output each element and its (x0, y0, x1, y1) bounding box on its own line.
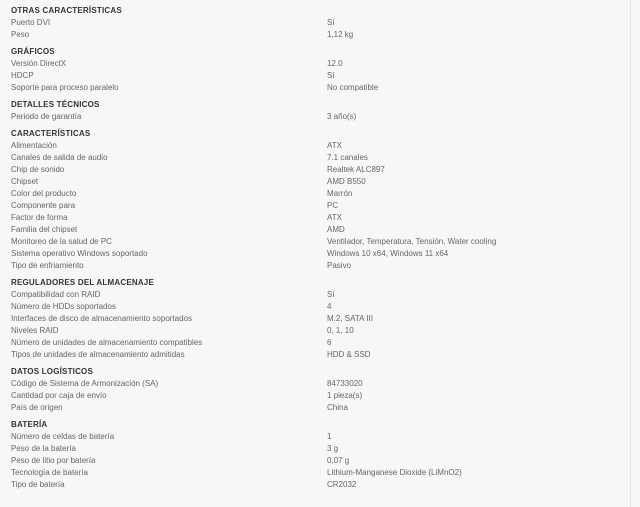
spec-label: Sistema operativo Windows soportado (11, 249, 148, 258)
spec-label: HDCP (11, 71, 34, 80)
section-title: CARACTERÍSTICAS (11, 129, 91, 138)
spec-value: PC (327, 201, 339, 210)
spec-section (0, 123, 630, 272)
spec-row (0, 289, 630, 301)
spec-row (0, 431, 630, 443)
spec-section (0, 361, 630, 414)
spec-section (0, 272, 630, 361)
spec-row (0, 58, 630, 70)
spec-row (0, 224, 630, 236)
spec-value: 6 (327, 338, 332, 347)
spec-label: Interfaces de disco de almacenamiento soportados (11, 314, 192, 323)
spec-row (0, 164, 630, 176)
spec-section (0, 414, 630, 491)
spec-value: 1 pieza(s) (327, 391, 363, 400)
spec-value: CR2032 (327, 480, 357, 489)
spec-label: Alimentación (11, 141, 57, 150)
spec-value: AMD B550 (327, 177, 366, 186)
spec-value: Pasivo (327, 261, 352, 270)
spec-row (0, 29, 630, 41)
spec-label: Soporte para proceso paralelo (11, 83, 119, 92)
spec-label: Tipo de batería (11, 480, 65, 489)
spec-label: Color del producto (11, 189, 77, 198)
section-title: DATOS LOGÍSTICOS (11, 367, 94, 376)
spec-row (0, 349, 630, 361)
divider (630, 0, 631, 507)
spec-value: AMD (327, 225, 345, 234)
spec-row (0, 212, 630, 224)
spec-value: Sí (327, 18, 335, 27)
spec-value: 3 año(s) (327, 112, 357, 121)
spec-value: Realtek ALC897 (327, 165, 385, 174)
spec-label: Periodo de garantía (11, 112, 82, 121)
spec-value: Sí (327, 71, 335, 80)
spec-value: 4 (327, 302, 332, 311)
spec-value: Sí (327, 290, 335, 299)
spec-row (0, 313, 630, 325)
section-title: DETALLES TÉCNICOS (11, 100, 100, 109)
spec-row (0, 111, 630, 123)
spec-row (0, 82, 630, 94)
spec-label: Monitoreo de la salud de PC (11, 237, 112, 246)
spec-label: Componente para (11, 201, 76, 210)
spec-value: China (327, 403, 348, 412)
spec-row (0, 70, 630, 82)
spec-row (0, 467, 630, 479)
spec-value: 12.0 (327, 59, 343, 68)
section-title: REGULADORES DEL ALMACENAJE (11, 278, 154, 287)
spec-label: Versión DirectX (11, 59, 67, 68)
spec-value: 0, 1, 10 (327, 326, 354, 335)
spec-label: Chipset (11, 177, 39, 186)
spec-section (0, 0, 630, 41)
spec-row (0, 378, 630, 390)
spec-row (0, 176, 630, 188)
spec-label: Peso (11, 30, 30, 39)
spec-label: Factor de forma (11, 213, 68, 222)
spec-row (0, 390, 630, 402)
spec-label: Peso de litio por batería (11, 456, 96, 465)
spec-section (0, 94, 630, 123)
section-title: GRÁFICOS (11, 47, 55, 56)
spec-label: Número de unidades de almacenamiento compatibles (11, 338, 203, 347)
spec-label: Peso de la batería (11, 444, 76, 453)
spec-row (0, 236, 630, 248)
spec-label: Canales de salida de audio (11, 153, 108, 162)
spec-row (0, 337, 630, 349)
spec-row (0, 479, 630, 491)
spec-label: Tecnología de batería (11, 468, 88, 477)
spec-row (0, 152, 630, 164)
spec-label: Niveles RAID (11, 326, 59, 335)
spec-value: M.2, SATA III (327, 314, 373, 323)
spec-row (0, 402, 630, 414)
spec-value: ATX (327, 213, 342, 222)
spec-row (0, 17, 630, 29)
spec-row (0, 455, 630, 467)
spec-value: 84733020 (327, 379, 363, 388)
spec-value: Lithium-Manganese Dioxide (LiMnO2) (327, 468, 462, 477)
spec-label: Chip de sonido (11, 165, 65, 174)
spec-value: Windows 10 x64, Windows 11 x64 (327, 249, 449, 258)
spec-value: No compatible (327, 83, 379, 92)
spec-label: Tipos de unidades de almacenamiento admitidas (11, 350, 185, 359)
spec-value: 1 (327, 432, 332, 441)
spec-value: Ventilador, Temperatura, Tensión, Water cooling (327, 237, 497, 246)
spec-row (0, 260, 630, 272)
spec-value: 3 g (327, 444, 339, 453)
spec-row (0, 200, 630, 212)
spec-value: 7.1 canales (327, 153, 368, 162)
spec-value: 1,12 kg (327, 30, 354, 39)
spec-value: Marrón (327, 189, 353, 198)
spec-label: Código de Sistema de Armonización (SA) (11, 379, 159, 388)
spec-label: Puerto DVI (11, 18, 51, 27)
spec-row (0, 188, 630, 200)
spec-row (0, 325, 630, 337)
spec-row (0, 248, 630, 260)
spec-label: Tipo de enfriamiento (11, 261, 84, 270)
spec-label: Familia del chipset (11, 225, 78, 234)
spec-label: Cantidad por caja de envío (11, 391, 107, 400)
spec-label: Número de celdas de batería (11, 432, 115, 441)
spec-section (0, 41, 630, 94)
section-title: OTRAS CARACTERÍSTICAS (11, 6, 122, 15)
spec-label: País de origen (11, 403, 63, 412)
section-title: BATERÍA (11, 420, 48, 429)
spec-label: Número de HDDs soportados (11, 302, 116, 311)
spec-value: ATX (327, 141, 342, 150)
spec-value: HDD & SSD (327, 350, 371, 359)
spec-label: Compatibilidad con RAID (11, 290, 101, 299)
spec-row (0, 443, 630, 455)
spec-row (0, 140, 630, 152)
spec-row (0, 301, 630, 313)
spec-value: 0,07 g (327, 456, 350, 465)
